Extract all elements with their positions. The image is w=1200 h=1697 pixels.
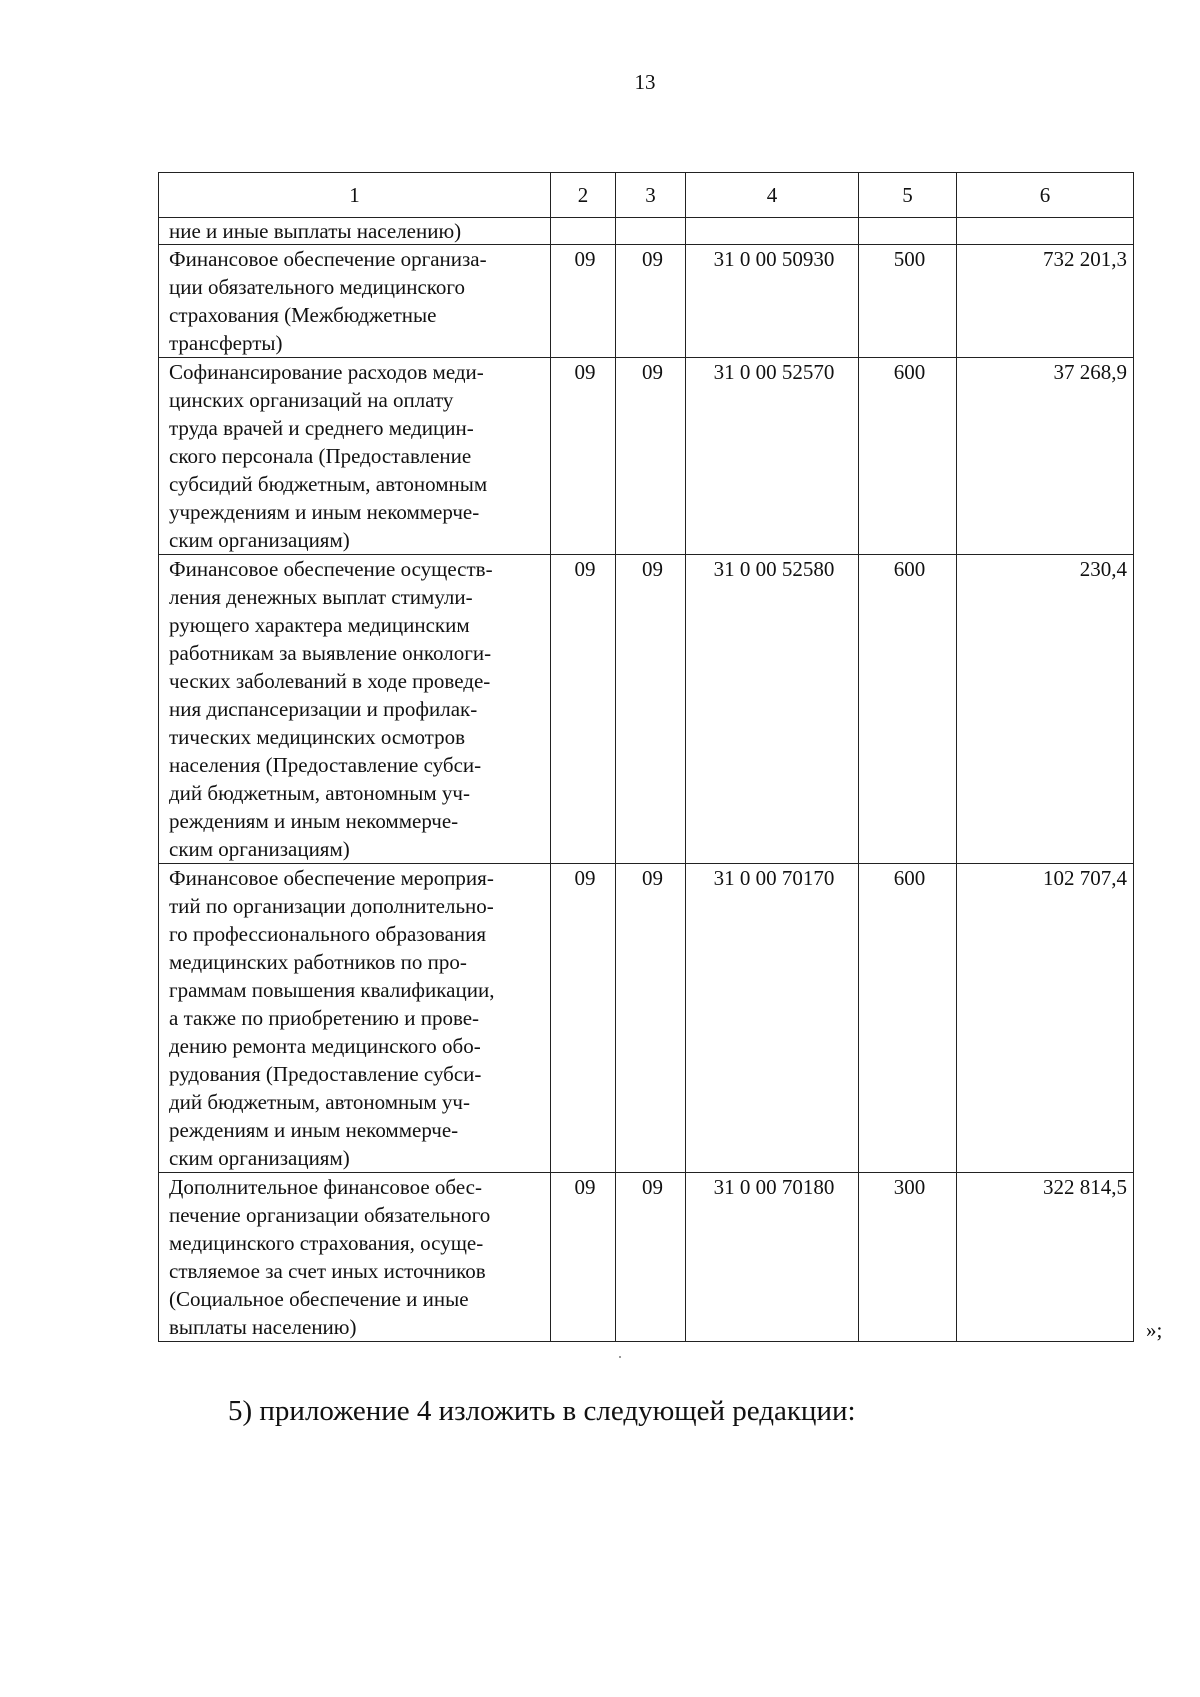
row-amount: 37 268,9 — [957, 358, 1134, 555]
description-line: а также по приобретению и прове- — [169, 1006, 480, 1030]
header-col-2: 2 — [551, 173, 616, 218]
description-line: субсидий бюджетным, автономным — [169, 472, 488, 496]
row-description — [159, 1173, 551, 1342]
table-row — [159, 555, 1134, 864]
description-line: ления денежных выплат стимули- — [169, 585, 473, 609]
row-subsection-code: 09 — [616, 864, 686, 1173]
table-header-row — [159, 173, 1134, 218]
row-section-code: 09 — [551, 1173, 616, 1342]
description-line: трансферты) — [169, 331, 283, 355]
description-line: страхования (Межбюджетные — [169, 303, 437, 327]
header-col-3: 3 — [616, 173, 686, 218]
description-line: печение организации обязательного — [169, 1203, 491, 1227]
closing-quote-mark: »; — [1146, 1318, 1163, 1342]
description-line: труда врачей и среднего медицин- — [169, 416, 474, 440]
description-line: цинских организаций на оплату — [169, 388, 454, 412]
row-expense-type: 500 — [859, 245, 957, 358]
description-line: дий бюджетным, автономным уч- — [169, 1090, 470, 1114]
description-line: ского персонала (Предоставление — [169, 444, 472, 468]
instruction-text: 5) приложение 4 изложить в следующей редакции: — [228, 1395, 856, 1427]
description-line: го профессионального образования — [169, 922, 487, 946]
row-section-code: 09 — [551, 864, 616, 1173]
header-col-5: 5 — [859, 173, 957, 218]
header-col-1: 1 — [159, 173, 551, 218]
row-target-article: 31 0 00 50930 — [686, 245, 859, 358]
description-line: Дополнительное финансовое обес- — [169, 1175, 482, 1199]
row-target-article: 31 0 00 52580 — [686, 555, 859, 864]
description-line: ским организациям) — [169, 1146, 350, 1170]
row-target-article: 31 0 00 52570 — [686, 358, 859, 555]
row-description — [159, 245, 551, 358]
description-line: ции обязательного медицинского — [169, 275, 466, 299]
stray-dot — [619, 1356, 621, 1358]
description-line: Финансовое обеспечение мероприя- — [169, 866, 494, 890]
row-subsection-code: 09 — [616, 245, 686, 358]
description-line: дий бюджетным, автономным уч- — [169, 781, 470, 805]
page-number: 13 — [634, 70, 656, 94]
row-amount: 230,4 — [957, 555, 1134, 864]
header-col-6: 6 — [957, 173, 1134, 218]
row-subsection-code: 09 — [616, 358, 686, 555]
row-section-code: 09 — [551, 555, 616, 864]
description-line: ским организациям) — [169, 837, 350, 861]
row-description — [159, 358, 551, 555]
description-line: тий по организации дополнительно- — [169, 894, 494, 918]
table-row — [159, 358, 1134, 555]
description-line: медицинского страхования, осуще- — [169, 1231, 484, 1255]
row-expense-type: 300 — [859, 1173, 957, 1342]
description-line: рующего характера медицинским — [169, 613, 470, 637]
description-line: граммам повышения квалификации, — [169, 978, 495, 1002]
description-line: Софинансирование расходов меди- — [169, 360, 484, 384]
description-line: реждениям и иным некоммерче- — [169, 809, 459, 833]
row-target-article: 31 0 00 70180 — [686, 1173, 859, 1342]
row-section-code: 09 — [551, 245, 616, 358]
description-line: работникам за выявление онкологи- — [169, 641, 492, 665]
row-expense-type: 600 — [859, 358, 957, 555]
description-line: дению ремонта медицинского обо- — [169, 1034, 481, 1058]
row-subsection-code: 09 — [616, 555, 686, 864]
budget-table — [158, 172, 1134, 1342]
description-line: тических медицинских осмотров — [169, 725, 466, 749]
description-line: ствляемое за счет иных источников — [169, 1259, 486, 1283]
row-section-code: 09 — [551, 358, 616, 555]
row-subsection-code: 09 — [616, 1173, 686, 1342]
row-amount: 732 201,3 — [957, 245, 1134, 358]
row-target-article: 31 0 00 70170 — [686, 864, 859, 1173]
table-row — [159, 245, 1134, 358]
description-line: населения (Предоставление субси- — [169, 753, 482, 777]
row-amount: 322 814,5 — [957, 1173, 1134, 1342]
description-line: ния диспансеризации и профилак- — [169, 697, 478, 721]
row-expense-type: 600 — [859, 864, 957, 1173]
continuation-text: ние и иные выплаты населению) — [159, 218, 551, 245]
row-expense-type: 600 — [859, 555, 957, 864]
description-line: Финансовое обеспечение организа- — [169, 247, 487, 271]
table-row — [159, 1173, 1134, 1342]
description-line: реждениям и иным некоммерче- — [169, 1118, 459, 1142]
continuation-row — [159, 218, 1134, 245]
row-amount: 102 707,4 — [957, 864, 1134, 1173]
row-description — [159, 555, 551, 864]
description-line: (Социальное обеспечение и иные — [169, 1287, 469, 1311]
description-line: рудования (Предоставление субси- — [169, 1062, 482, 1086]
description-line: учреждениям и иным некоммерче- — [169, 500, 480, 524]
description-line: медицинских работников по про- — [169, 950, 467, 974]
header-col-4: 4 — [686, 173, 859, 218]
description-line: выплаты населению) — [169, 1315, 357, 1339]
description-line: ческих заболеваний в ходе проведе- — [169, 669, 491, 693]
row-description — [159, 864, 551, 1173]
description-line: ским организациям) — [169, 528, 350, 552]
description-line: Финансовое обеспечение осуществ- — [169, 557, 493, 581]
table-row — [159, 864, 1134, 1173]
